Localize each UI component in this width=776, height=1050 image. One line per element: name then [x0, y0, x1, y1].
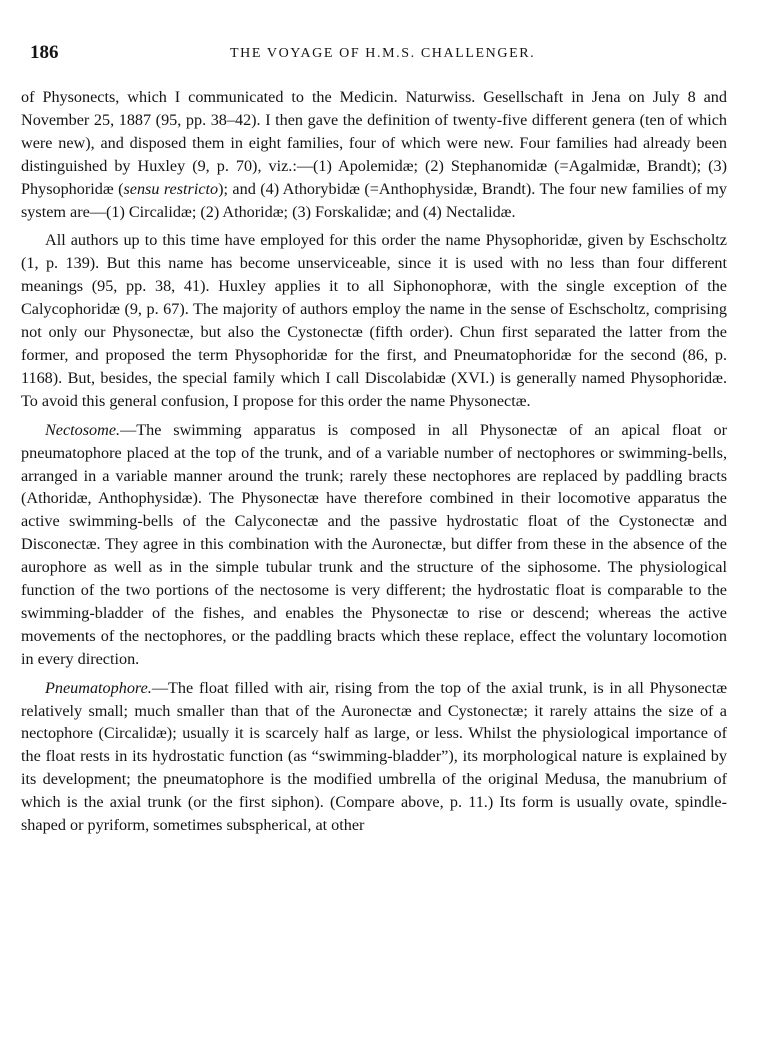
paragraph-2-text: All authors up to this time have employed for this order the name Physophoridæ, given by Eschscholtz (1, p. 139). But this name has become unserviceable, since it is used with no less than four different meanings (95, pp. 38, 41). Huxley applies it to all Siphonophoræ, with the single exception of the Calycophoridæ (9, p. 67). The majority of authors employ the name in the sense of Eschscholtz, comprising not only our Physonectæ, but also the Cystonectæ (fifth order). Chun first separated the latter from the former, and proposed the term Physophoridæ for the first, and Pneumatophoridæ for the second (86, p. 1168). But, besides, the special family which I call Discolabidæ (XVI.) is generally named Physophoridæ. To avoid this general confusion, I propose for this order the name Physonectæ.: [21, 231, 727, 410]
paragraph-1-text-after: ); and (4) Athorybidæ (=Anthophysidæ, Brandt). The four new families of my system are—(1) Circalidæ; (2) Athoridæ; (3) Forskalidæ; and (4) Nectalidæ.: [21, 179, 727, 221]
section-heading-nectosome: Nectosome.: [45, 420, 121, 439]
paragraph-pneumatophore-text: —The float filled with air, rising from the top of the axial trunk, is in all Physonectæ relatively small; much smaller than that of the Auronectæ and Cystonectæ; it rarely attains the size of a nectophore (Circalidæ); usually it is scarcely half as large, or less. Whilst the physiological importance of the float rests in its hydrostatic function (as “swimming-bladder”), its morphological nature is explained by its development; the pneumatophore is the modified umbrella of the original Medusa, the manubrium of which is the axial trunk (or the first siphon). (Compare above, p. 11.) Its form is usually ovate, spindle-shaped or pyriform, sometimes subspherical, at other: [21, 678, 727, 835]
paragraph-nectosome-text: —The swimming apparatus is composed in all Physonectæ of an apical float or pneumatophore placed at the top of the trunk, and of a variable number of nectophores or swimming-bells, arranged in a variable manner around the trunk; rarely these nectophores are replaced by paddling bracts (Athoridæ, Anthophysidæ). The Physonectæ have therefore combined in their locomotive apparatus the active swimming-bells of the Calyconectæ and the passive hydrostatic float of the Cystonectæ and Disconectæ. They agree in this combination with the Auronectæ, but differ from these in the absence of the aurophore as well as in the simple tubular trunk and the structure of the siphosome. The physiological function of the two portions of the nectosome is very different; the hydrostatic float is comparable to the swimming-bladder of the fishes, and enables the Physonectæ to rise or descend; whereas the active movements of the nectophores, or the paddling bracts which these replace, effect the voluntary locomotion in every direction.: [21, 420, 727, 668]
paragraph-1: [21, 86, 727, 223]
paragraph-2: [21, 229, 727, 412]
running-title: THE VOYAGE OF H.M.S. CHALLENGER.: [230, 46, 536, 61]
section-heading-pneumatophore: Pneumatophore.: [45, 678, 152, 697]
page-header: [30, 42, 746, 66]
body-text: [21, 86, 727, 837]
paragraph-1-italic-phrase: sensu restricto: [123, 179, 219, 198]
paragraph-1-text: of Physonects, which I communicated to the Medicin. Naturwiss. Gesellschaft in Jena on July 8 and November 25, 1887 (95, pp. 38–42). I then gave the definition of twenty-five different genera (ten of which were new), and disposed them in eight families, four of which were new. Four families had already been distinguished by Huxley (9, p. 70), viz.:—(1) Apolemidæ; (2) Stephanomidæ (=Agalmidæ, Brandt); (3) Physophoridæ (: [21, 88, 727, 198]
paragraph-pneumatophore: [21, 677, 727, 837]
paragraph-nectosome: [21, 419, 727, 671]
page-number: 186: [30, 42, 59, 63]
